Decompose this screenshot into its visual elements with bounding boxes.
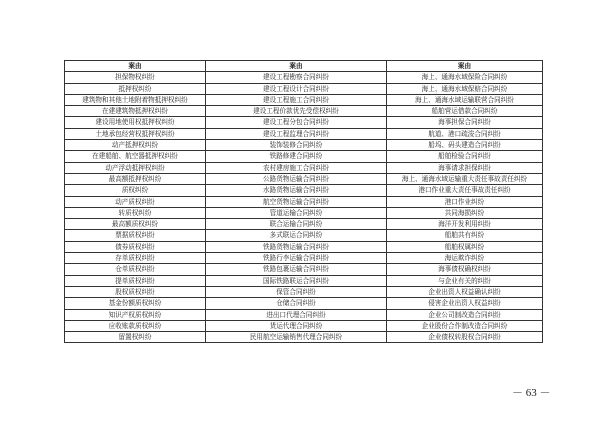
table-row [65, 332, 543, 343]
table-cell: 知识产权质权纠纷 [65, 309, 206, 320]
table-cell: 担保物权纠纷 [65, 72, 206, 83]
table-cell: 仓单质权纠纷 [65, 264, 206, 275]
table-cell: 港口作业重大责任事故责任纠纷 [387, 185, 543, 196]
table-cell: 海上、通海水域运输联营合同纠纷 [387, 94, 543, 105]
table-cell: 基金份额质权纠纷 [65, 298, 206, 309]
table-cell: 海事担保合同纠纷 [387, 117, 543, 128]
table-cell: 管道运输合同纠纷 [206, 207, 387, 218]
table-row [65, 286, 543, 297]
table-cell: 农村建房施工合同纠纷 [206, 162, 387, 173]
table-cell: 海洋开发利用纠纷 [387, 219, 543, 230]
table-row [65, 173, 543, 184]
table-row [65, 196, 543, 207]
table-cell: 票据质权纠纷 [65, 230, 206, 241]
table-cell: 铁路包裹运输合同纠纷 [206, 264, 387, 275]
table-cell: 留置权纠纷 [65, 332, 206, 343]
table-cell: 海上、通海水域运输重大责任事故责任纠纷 [387, 173, 543, 184]
table-cell: 土地承包经营权抵押权纠纷 [65, 128, 206, 139]
table-cell: 船舶营运借款合同纠纷 [387, 106, 543, 117]
table-cell: 海上、通海水域保赔合同纠纷 [387, 83, 543, 94]
table-cell: 船舶权属纠纷 [387, 241, 543, 252]
table-cell: 船舶检验合同纠纷 [387, 151, 543, 162]
table-cell: 股权质权纠纷 [65, 286, 206, 297]
table-cell: 建设用地使用权抵押权纠纷 [65, 117, 206, 128]
table-cell: 铁路修建合同纠纷 [206, 151, 387, 162]
table-row [65, 106, 543, 117]
table-cell: 质权纠纷 [65, 185, 206, 196]
page-number: － 63 － [512, 387, 551, 399]
table-cell: 在建船舶、航空器抵押权纠纷 [65, 151, 206, 162]
table-cell: 企业债权转股权合同纠纷 [387, 332, 543, 343]
table-cell: 船坞、码头建造合同纠纷 [387, 140, 543, 151]
table-row [65, 94, 543, 105]
table-cell: 保管合同纠纷 [206, 286, 387, 297]
table-cell: 企业股份合作制改造合同纠纷 [387, 320, 543, 331]
table-cell: 侵害企业出资人权益纠纷 [387, 298, 543, 309]
table-row [65, 275, 543, 286]
table-cell: 企业出资人权益确认纠纷 [387, 286, 543, 297]
table-cell: 债券质权纠纷 [65, 241, 206, 252]
table-cell: 多式联运合同纠纷 [206, 230, 387, 241]
table-cell: 海上、通海水域保险合同纠纷 [387, 72, 543, 83]
table-cell: 提单质权纠纷 [65, 275, 206, 286]
table-cell: 民用航空运输销售代理合同纠纷 [206, 332, 387, 343]
table-cell: 转质权纠纷 [65, 207, 206, 218]
table-cell: 建设工程分包合同纠纷 [206, 117, 387, 128]
table-cell: 共同海损纠纷 [387, 207, 543, 218]
table-row [65, 162, 543, 173]
table-row [65, 117, 543, 128]
column-header: 案由 [206, 61, 387, 72]
table-row [65, 72, 543, 83]
table-cell: 建设工程监理合同纠纷 [206, 128, 387, 139]
table-cell: 建设工程施工合同纠纷 [206, 94, 387, 105]
table-cell: 建设工程勘察合同纠纷 [206, 72, 387, 83]
column-header: 案由 [65, 61, 206, 72]
table-cell: 航道、港口疏浚合同纠纷 [387, 128, 543, 139]
table-row [65, 128, 543, 139]
table-cell: 最高额质权纠纷 [65, 219, 206, 230]
table-cell: 货运代理合同纠纷 [206, 320, 387, 331]
table-cell: 进出口代理合同纠纷 [206, 309, 387, 320]
table-row [65, 309, 543, 320]
table-cell: 国际铁路联运合同纠纷 [206, 275, 387, 286]
table-cell: 建筑物和其他土地附着物抵押权纠纷 [65, 94, 206, 105]
table-cell: 铁路行李运输合同纠纷 [206, 253, 387, 264]
table-cell: 水路货物运输合同纠纷 [206, 185, 387, 196]
table-cell: 装饰装修合同纠纷 [206, 140, 387, 151]
table-row [65, 298, 543, 309]
table-row [65, 151, 543, 162]
table-row [65, 253, 543, 264]
table-cell: 建设工程设计合同纠纷 [206, 83, 387, 94]
table-cell: 航空货物运输合同纠纷 [206, 196, 387, 207]
table-row [65, 219, 543, 230]
table-cell: 海运欺诈纠纷 [387, 253, 543, 264]
table-cell: 船舶共有纠纷 [387, 230, 543, 241]
table-row [65, 320, 543, 331]
table-cell: 动产质权纠纷 [65, 196, 206, 207]
table-cell: 铁路货物运输合同纠纷 [206, 241, 387, 252]
table-header-row [65, 61, 543, 72]
table-cell: 与企业有关的纠纷 [387, 275, 543, 286]
table-cell: 在建建筑物抵押权纠纷 [65, 106, 206, 117]
table-row [65, 241, 543, 252]
table-row [65, 83, 543, 94]
table-cell: 企业公司制改造合同纠纷 [387, 309, 543, 320]
table-cell: 海事请求担保纠纷 [387, 162, 543, 173]
table-row [65, 207, 543, 218]
column-header: 案由 [387, 61, 543, 72]
table-cell: 仓储合同纠纷 [206, 298, 387, 309]
table-cell: 联合运输合同纠纷 [206, 219, 387, 230]
table-cell: 抵押权纠纷 [65, 83, 206, 94]
table-row [65, 140, 543, 151]
table-cell: 动产浮动抵押权纠纷 [65, 162, 206, 173]
table-body [65, 72, 543, 343]
table-row [65, 264, 543, 275]
table-cell: 存单质权纠纷 [65, 253, 206, 264]
table-cell: 动产抵押权纠纷 [65, 140, 206, 151]
table-cell: 公路货物运输合同纠纷 [206, 173, 387, 184]
table-cell: 应收账款质权纠纷 [65, 320, 206, 331]
case-cause-table [64, 60, 543, 343]
table-cell: 最高额抵押权纠纷 [65, 173, 206, 184]
table-cell: 海事债权确权纠纷 [387, 264, 543, 275]
table-row [65, 185, 543, 196]
table-row [65, 230, 543, 241]
table-cell: 港口作业纠纷 [387, 196, 543, 207]
table-cell: 建设工程价款优先受偿权纠纷 [206, 106, 387, 117]
